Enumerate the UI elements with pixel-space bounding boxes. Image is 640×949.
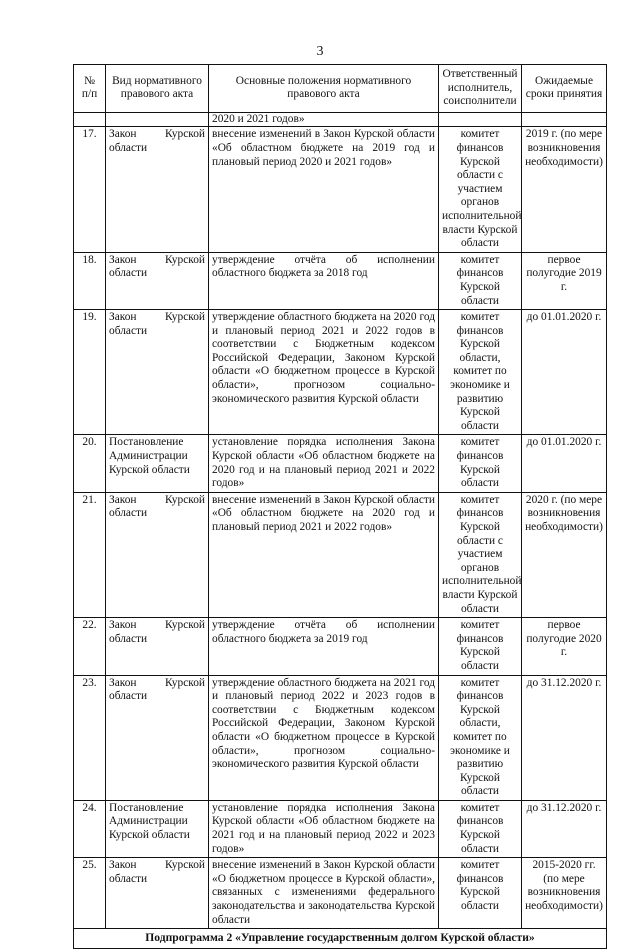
- table-row: [74, 252, 607, 309]
- header-term: Ожидаемые сроки принятия: [522, 65, 607, 113]
- adoption-term: первое полугодие 2020 г.: [522, 618, 607, 675]
- adoption-term: первое полугодие 2019 г.: [522, 252, 607, 309]
- act-type: Постановление Администрации Курской области: [106, 800, 209, 857]
- row-number: 25.: [74, 858, 106, 929]
- adoption-term: 2015-2020 гг. (по мере возникновения необходимости): [522, 858, 607, 929]
- continuation-row: [74, 112, 607, 127]
- act-provision: утверждение областного бюджета на 2020 год и плановый период 2021 и 2022 годов в соответствии с Бюджетным кодексом Российской Федерации, Законом Курской области «О бюджетном процессе в Курской области», прогнозом социально-экономического развития Курской области: [209, 310, 439, 435]
- row-number: 23.: [74, 675, 106, 800]
- act-type: Закон Курской области: [106, 858, 209, 929]
- act-provision: установление порядка исполнения Закона Курской области «Об областном бюджете на 2021 год и на плановый период 2022 и 2023 годов»: [209, 800, 439, 857]
- row-number: 18.: [74, 252, 106, 309]
- adoption-term: до 01.01.2020 г.: [522, 310, 607, 435]
- table-row: [74, 492, 607, 617]
- header-num: № п/п: [74, 65, 106, 113]
- act-type: Закон Курской области: [106, 675, 209, 800]
- table-row: [74, 618, 607, 675]
- row-number: 17.: [74, 127, 106, 252]
- row-number: 22.: [74, 618, 106, 675]
- act-type: Закон Курской области: [106, 492, 209, 617]
- responsible-executor: комитет финансов Курской области: [439, 800, 522, 857]
- legal-acts-table: [73, 64, 607, 949]
- row-number: 21.: [74, 492, 106, 617]
- responsible-executor: комитет финансов Курской области с участием органов исполнительной власти Курской области: [439, 492, 522, 617]
- table-header-row: [74, 65, 607, 113]
- responsible-executor: комитет финансов Курской области: [439, 252, 522, 309]
- page-number: 3: [316, 44, 324, 59]
- adoption-term: 2019 г. (по мере возникновения необходимости): [522, 127, 607, 252]
- act-provision: утверждение отчёта об исполнении областного бюджета за 2018 год: [209, 252, 439, 309]
- table-row: [74, 675, 607, 800]
- act-provision: внесение изменений в Закон Курской области «Об областном бюджете на 2020 год и плановый период 2021 и 2022 годов»: [209, 492, 439, 617]
- responsible-executor: комитет финансов Курской области с участием органов исполнительной власти Курской области: [439, 127, 522, 252]
- act-type: Закон Курской области: [106, 310, 209, 435]
- subprogram-row: [74, 929, 607, 949]
- row-number: 19.: [74, 310, 106, 435]
- responsible-executor: комитет финансов Курской области, комитет по экономике и развитию Курской области: [439, 310, 522, 435]
- header-kind: Вид нормативного правового акта: [106, 65, 209, 113]
- act-type: Постановление Администрации Курской области: [106, 435, 209, 492]
- adoption-term: до 31.12.2020 г.: [522, 800, 607, 857]
- table-row: [74, 435, 607, 492]
- responsible-executor: комитет финансов Курской области: [439, 858, 522, 929]
- subprogram-title: Подпрограмма 2 «Управление государственным долгом Курской области»: [74, 929, 607, 949]
- adoption-term: 2020 г. (по мере возникновения необходимости): [522, 492, 607, 617]
- act-provision: внесение изменений в Закон Курской области «О бюджетном процессе в Курской области», связанных с изменениями федерального законодательства и законодательства Курской области: [209, 858, 439, 929]
- table-row: [74, 310, 607, 435]
- continuation-text: 2020 и 2021 годов»: [209, 112, 439, 127]
- act-type: Закон Курской области: [106, 252, 209, 309]
- table-row: [74, 858, 607, 929]
- row-number: 24.: [74, 800, 106, 857]
- adoption-term: до 01.01.2020 г.: [522, 435, 607, 492]
- responsible-executor: комитет финансов Курской области, комитет по экономике и развитию Курской области: [439, 675, 522, 800]
- act-provision: утверждение областного бюджета на 2021 год и плановый период 2022 и 2023 годов в соответствии с Бюджетным кодексом Российской Федерации, Законом Курской области «О бюджетном процессе в Курской области», прогнозом социально-экономического развития Курской области: [209, 675, 439, 800]
- act-provision: утверждение отчёта об исполнении областного бюджета за 2019 год: [209, 618, 439, 675]
- table-body: [74, 112, 607, 928]
- table-row: [74, 800, 607, 857]
- header-responsible: Ответственный исполнитель, соисполнители: [439, 65, 522, 113]
- table-row: [74, 127, 607, 252]
- row-number: 20.: [74, 435, 106, 492]
- adoption-term: до 31.12.2020 г.: [522, 675, 607, 800]
- act-type: Закон Курской области: [106, 618, 209, 675]
- act-provision: внесение изменений в Закон Курской области «Об областном бюджете на 2019 год и плановый период 2020 и 2021 годов»: [209, 127, 439, 252]
- act-provision: установление порядка исполнения Закона Курской области «Об областном бюджете на 2020 год и на плановый период 2021 и 2022 годов»: [209, 435, 439, 492]
- header-provision: Основные положения нормативного правового акта: [209, 65, 439, 113]
- act-type: Закон Курской области: [106, 127, 209, 252]
- responsible-executor: комитет финансов Курской области: [439, 435, 522, 492]
- responsible-executor: комитет финансов Курской области: [439, 618, 522, 675]
